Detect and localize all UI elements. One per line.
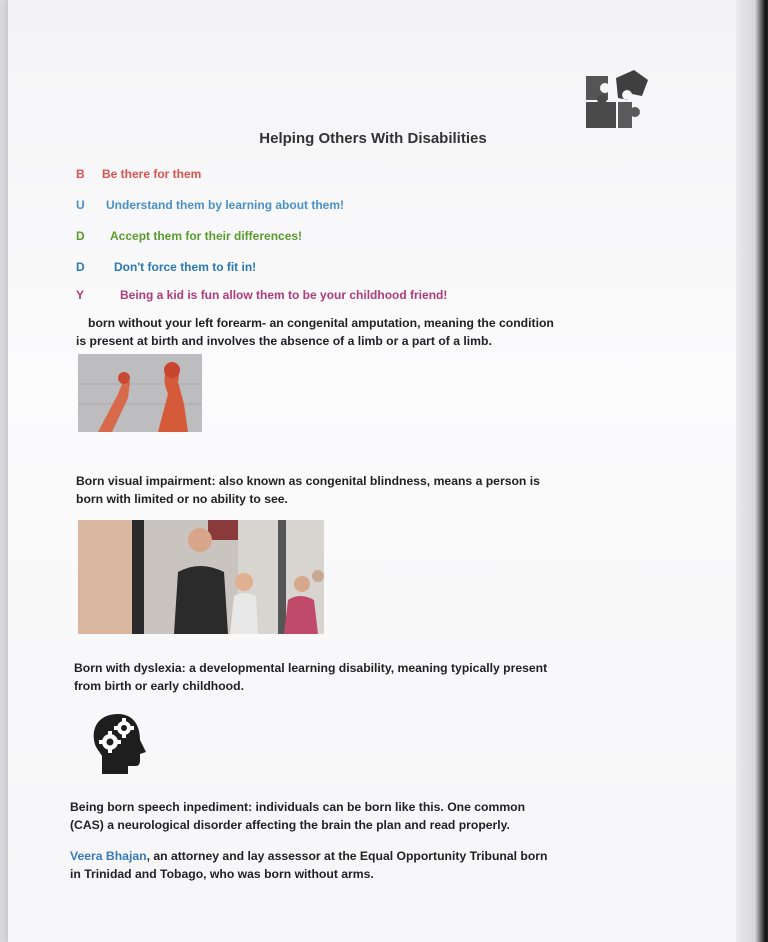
acrostic-line-y — [76, 288, 447, 302]
acrostic-text: Accept them for their differences! — [110, 229, 303, 243]
acrostic-letter: U — [76, 198, 85, 212]
visual-line-2: born with limited or no ability to see. — [76, 492, 288, 506]
acrostic-text: Being a kid is fun allow them to be your childhood friend! — [120, 288, 448, 302]
forearm-paragraph — [76, 314, 554, 350]
acrostic-letter: D — [76, 260, 85, 274]
acrostic-letter: B — [76, 167, 85, 181]
dyslexia-line-2: from birth or early childhood. — [74, 679, 244, 693]
speech-line-1: Being born speech inpediment: individuals can be born like this. One common — [70, 800, 526, 814]
visual-paragraph — [76, 472, 540, 508]
example-paragraph — [70, 847, 547, 883]
acrostic-line-d2 — [76, 260, 256, 274]
example-name: Veera Bhajan — [70, 849, 147, 863]
dyslexia-line-1: Born with dyslexia: a developmental learning disability, meaning typically present — [74, 661, 548, 675]
acrostic-line-u — [76, 198, 344, 212]
page-title: Helping Others With Disabilities — [259, 130, 487, 147]
puzzle-pieces-icon — [584, 68, 652, 130]
visual-line-1: Born visual impairment: also known as congenital blindness, means a person is — [76, 474, 540, 488]
acrostic-text: Be there for them — [102, 167, 202, 181]
forearm-line-1: born without your left forearm- an congenital amputation, meaning the condition — [88, 316, 554, 330]
acrostic-line-d1 — [76, 229, 302, 243]
speech-line-2: (CAS) a neurological disorder affecting the brain the plan and read properly. — [70, 818, 510, 832]
street-photo — [78, 520, 324, 634]
acrostic-line-b — [76, 167, 201, 181]
acrostic-text: Understand them by learning about them! — [106, 198, 345, 212]
example-line-2: in Trinidad and Tobago, who was born without arms. — [70, 867, 374, 881]
arm-photo — [78, 354, 202, 432]
acrostic-text: Don't force them to fit in! — [114, 260, 257, 274]
example-line-1: , an attorney and lay assessor at the Equal Opportunity Tribunal born — [146, 849, 548, 863]
acrostic-letter: Y — [76, 288, 85, 302]
forearm-line-2: is present at birth and involves the absence of a limb or a part of a limb. — [76, 334, 492, 348]
acrostic-letter: D — [76, 229, 85, 243]
dyslexia-paragraph — [74, 659, 547, 695]
head-with-gears-icon — [88, 712, 152, 776]
speech-paragraph — [70, 798, 525, 834]
